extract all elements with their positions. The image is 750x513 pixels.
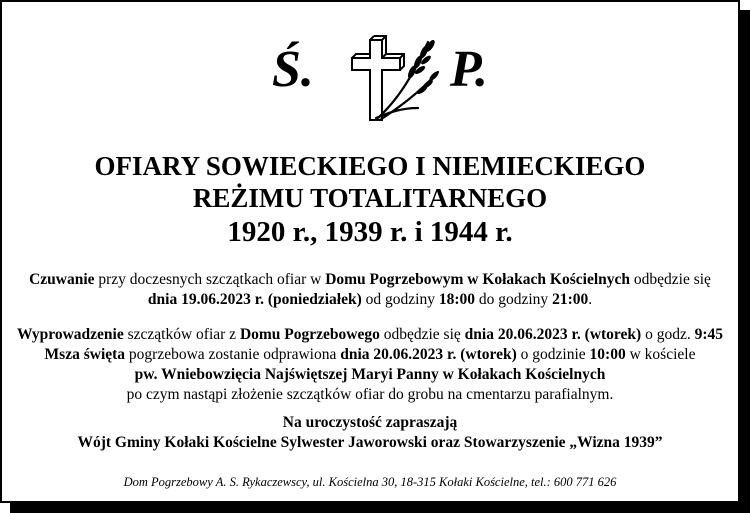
text-run: odbędzie się	[379, 326, 465, 343]
cross-with-ears-icon	[340, 32, 450, 127]
text-run: dnia 19.06.2023 r. (poniedziałek)	[147, 291, 362, 308]
text-run: od godziny	[361, 291, 439, 308]
vigil-line-2	[2, 290, 738, 310]
text-run: .	[588, 291, 593, 308]
text-run: Msza święta	[44, 346, 126, 363]
funeral-line-4	[2, 385, 738, 405]
text-run: 18:00	[438, 291, 475, 308]
invitation-line-2: Wójt Gminy Kołaki Kościelne Sylwester Jaworowski oraz Stowarzyszenie „Wizna 1939”	[77, 434, 663, 451]
text-run: Domu Pogrzebowego	[239, 326, 380, 343]
invitation-paragraph	[2, 413, 738, 453]
funeral-line-1	[2, 325, 738, 345]
text-run: pw. Wniebowzięcia Najświętszej Maryi Panny w Kołakach Kościelnych	[134, 366, 606, 383]
text-run: 9:45	[694, 326, 724, 343]
text-run: o godzinie	[516, 346, 590, 363]
text-run: 21:00	[552, 291, 589, 308]
emblem-p-letter: P.	[450, 41, 489, 98]
text-run: 10:00	[589, 346, 626, 363]
text-run: pogrzebowa zostanie odprawiona	[125, 346, 341, 363]
text-run: Wyprowadzenie	[16, 326, 124, 343]
emblem-s-letter: Ś.	[272, 41, 314, 98]
text-run: po czym nastąpi złożenie szczątków ofiar do grobu na cmentarzu parafialnym.	[126, 386, 614, 403]
title-line-1: OFIARY SOWIECKIEGO I NIEMIECKIEGO	[94, 151, 646, 181]
text-run: o godz.	[641, 326, 695, 343]
title-line-2: REŻIMU TOTALITARNEGO	[192, 183, 548, 213]
funeral-line-3	[2, 365, 738, 385]
funeral-paragraph	[2, 325, 738, 405]
text-run: dnia 20.06.2023 r. (wtorek)	[464, 326, 642, 343]
invitation-line-1: Na uroczystość zapraszają	[282, 414, 458, 431]
text-run: Domu Pogrzebowym w Kołakach Kościelnych	[325, 271, 631, 288]
title-years: 1920 r., 1939 r. i 1944 r.	[227, 216, 513, 248]
text-run: szczątków ofiar z	[123, 326, 240, 343]
text-run: w kościele	[625, 346, 696, 363]
vigil-line-1	[2, 270, 738, 290]
vigil-paragraph	[2, 270, 738, 310]
text-run: Czuwanie	[29, 271, 95, 288]
emblem	[272, 32, 492, 127]
text-run: do godziny	[475, 291, 553, 308]
text-run: przy doczesnych szczątkach ofiar w	[94, 271, 326, 288]
text-run: dnia 20.06.2023 r. (wtorek)	[340, 346, 517, 363]
text-run: odbędzie się	[630, 271, 711, 288]
funeral-line-2	[2, 345, 738, 365]
footer-contact: Dom Pogrzebowy A. S. Rykaczewscy, ul. Kościelna 30, 18-315 Kołaki Kościelne, tel.: 600 771 626	[123, 475, 617, 489]
